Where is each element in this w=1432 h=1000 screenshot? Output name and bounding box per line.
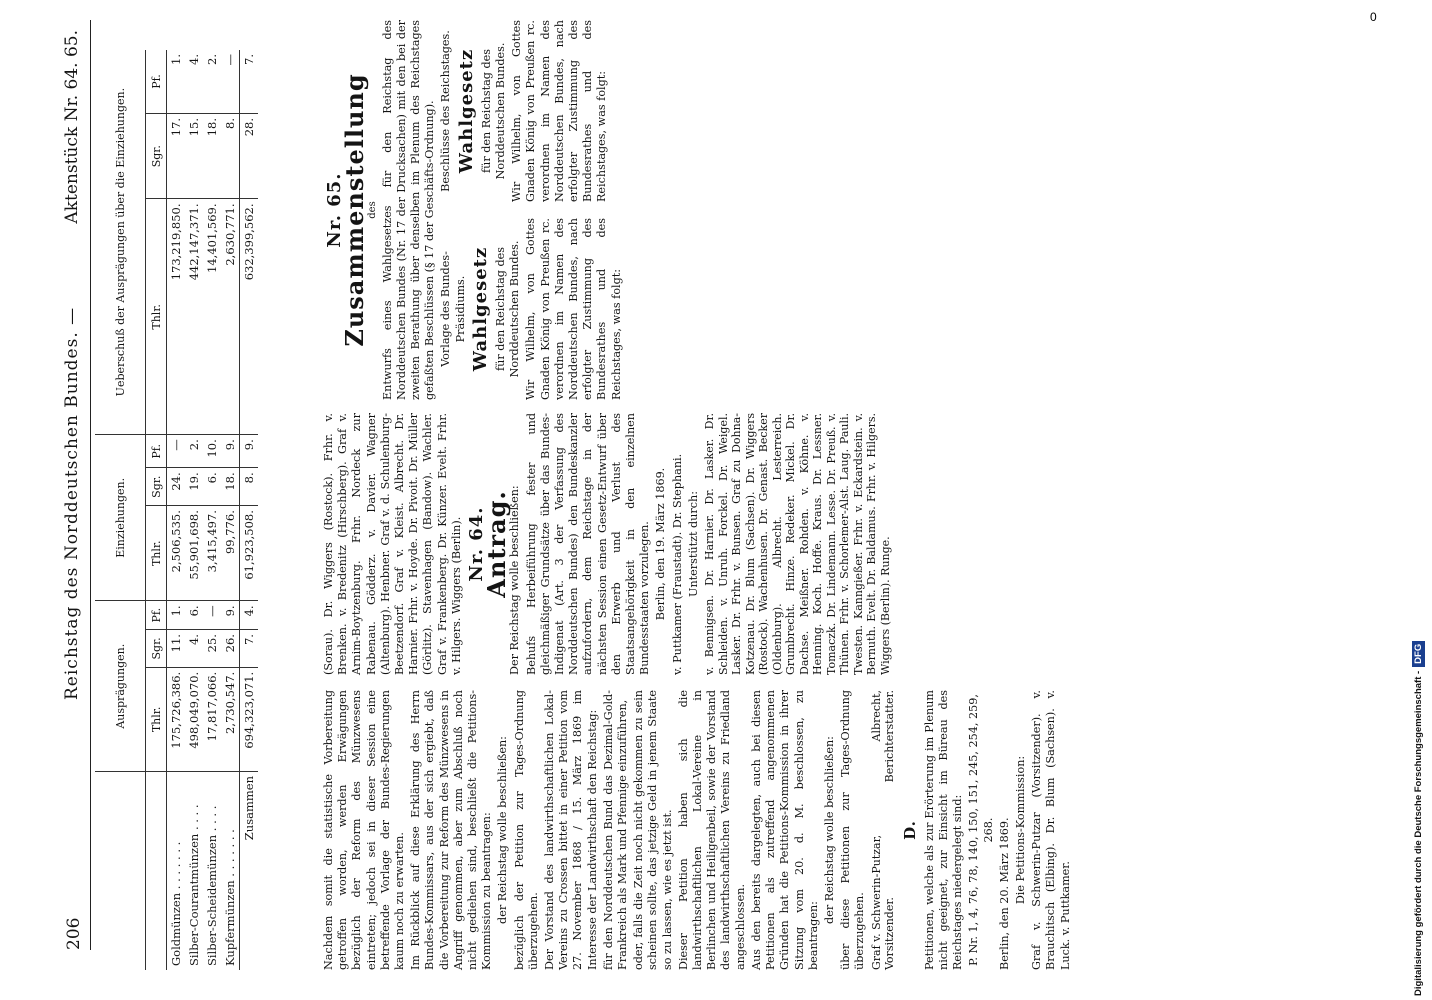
- cell: 14,401,569.: [203, 199, 221, 435]
- document-title: Zusammenstellung: [340, 73, 370, 347]
- paragraph: Dieser Petition haben sich die landwirthschaftlichen Lokal-Vereine in Berlinchen und Heiligenbeil, sowie der Vorstand des landwirthschaftlichen Vereins zu Friedland angeschlossen.: [676, 690, 747, 970]
- cell: 24.: [167, 468, 186, 506]
- header-aktenstueck: Aktenstück Nr. 64. 65.: [62, 30, 82, 224]
- cell: 2,630,771.: [221, 199, 240, 435]
- group-header-auspraegungen: Ausprägungen.: [95, 601, 146, 772]
- paragraph: für den Reichstag des Norddeutschen Bundes.: [479, 42, 508, 180]
- running-header: [60, 20, 91, 950]
- signature-left: [870, 835, 897, 970]
- cell: 4.: [185, 50, 203, 113]
- corner-mark: 0: [1370, 10, 1377, 24]
- paragraph: Berlin, den 19. März 1869.: [654, 467, 668, 621]
- sum-label: Zusammen: [240, 772, 259, 971]
- table-row: [221, 50, 240, 970]
- law-title: Wahlgesetz: [469, 246, 491, 372]
- column-petitions: [322, 690, 1075, 970]
- table-row: [203, 50, 221, 970]
- subheader: Thlr.: [146, 667, 167, 771]
- cell: 2,506,535.: [167, 506, 186, 601]
- paragraph: Behufs Herbeiführung fester und gleichmäßiger Grundsätze über das Bundes-Indigenat (Art. 3 der Verfassung des Norddeutschen Bundes) den Bundeskanzler aufzufordern, dem Reichstage in der nächsten Session einen Gesetz-Entwurf über den Erwerb und Verlust des Staatsangehörigkeit in den einzelnen Bundesstaaten vorzulegen.: [524, 413, 652, 675]
- paragraph: v. Bennigsen. Dr. Harnier. Dr. Lasker. Dr. Schleiden. v. Unruh. Forckel. Dr. Weigel. Lasker. Dr. Frhr. v. Bunsen. Graf zu Dohna-Kotzenau. Dr. Blum (Sachsen). Dr. Wiggers (Rostock). Wachenhusen. Dr. Genast. Becker (Oldenburg). Albrecht. Lesterreich. Grumbrecht. Hinze. Redeker. Mickel. Dr. Dachse. Meißner. Rohden. v. Köhne. v. Henning. Koch. Hoffe. Kraus. Dr. Lessner. Tomaczk. Dr. Lindemann. Lesse. Dr. Preuß. v. Thünen. Frhr. v. Schorlemer-Alst. Laug. Pauli. Twesten. Kanngießer. Frhr. v. Eckardstein. v. Bernuth. Evelt. Dr. Baldamus. Frhr. v. Hilgers. Wiggers (Berlin). Runge.: [703, 413, 892, 675]
- cell: 694,323,071.: [240, 667, 259, 771]
- paragraph: Die Petitions-Kommission:: [1013, 755, 1027, 905]
- cell: 175,726,386.: [167, 667, 186, 771]
- right-version: [439, 20, 625, 202]
- paragraph: Der Reichstag wolle beschließen:: [508, 485, 522, 675]
- subheader: Sgr.: [146, 630, 167, 668]
- column-antrag: [322, 413, 894, 675]
- dfg-logo: DFG: [1412, 641, 1425, 667]
- cell: 1.: [167, 50, 186, 113]
- cell: 9.: [221, 601, 240, 630]
- column-heading: Beschlüsse des Reichstages.: [439, 30, 453, 192]
- cell: 18.: [203, 113, 221, 198]
- cell: 15.: [185, 113, 203, 198]
- cell: 632,399,562.: [240, 199, 259, 435]
- cell: 2.: [203, 50, 221, 113]
- column-heading: Vorlage des Bundes-Präsidiums.: [439, 251, 467, 367]
- paragraph: Aus den bereits dargelegten, auch bei diesen Petitionen als zutreffend angenommenen Gründen hat die Petitions-Kommission in ihrer Sitzung vom 20. d. M. beschlossen, zu beantragen:: [749, 690, 820, 970]
- section-letter: D.: [900, 820, 919, 840]
- cell: 17.: [167, 113, 186, 198]
- signer-name: Albrecht,: [869, 690, 883, 742]
- group-header-ueberschuss: Ueberschuß der Ausprägungen über die Einziehungen.: [95, 50, 146, 435]
- cell: 25.: [203, 630, 221, 668]
- cell: 2,730,547.: [221, 667, 240, 771]
- paragraph: für den Reichstag des Norddeutschen Bundes.: [494, 240, 522, 378]
- subheader: Thlr.: [146, 199, 167, 435]
- subheader: Thlr.: [146, 506, 167, 601]
- signer-name: Graf v. Schwerin-Putzar,: [869, 834, 883, 970]
- paragraph: oder, falls die Zeit noch nicht gekommen zu sein scheinen sollte, das jetzige Geld in jenem Staate so zu lassen, wie es jetzt ist.: [632, 690, 674, 970]
- page-number: 206: [64, 917, 84, 950]
- coinage-table: [95, 50, 258, 970]
- subheader: Sgr.: [146, 468, 167, 506]
- paragraph: Graf v. Schwerin-Putzar (Vorsitzender). v. Brauchitsch (Elbing). Dr. Blum (Sachsen). v. Luck. v. Puttkamer.: [1030, 690, 1072, 970]
- paragraph: der Reichstag wolle beschließen:: [496, 736, 510, 924]
- cell: 9.: [221, 435, 240, 468]
- cell: 26.: [221, 630, 240, 668]
- table-row: [167, 50, 186, 970]
- dfg-side-strip: [1408, 6, 1430, 996]
- subheader: Pf.: [146, 601, 167, 630]
- law-title: Wahlgesetz: [455, 48, 477, 174]
- subheader: Pf.: [146, 435, 167, 468]
- paragraph: für den Norddeutschen Bund das Dezimal-Gold-Frankreich als Mark und Pfennige einzuführen,: [601, 690, 630, 970]
- cell: 4.: [240, 601, 259, 630]
- date-bottom: 15. März 1869: [571, 715, 585, 815]
- left-version: [439, 218, 625, 400]
- cell: 19.: [185, 468, 203, 506]
- paragraph: P. Nr. 1, 4, 76, 78, 140, 150, 151, 245, 254, 259, 268.: [967, 694, 995, 966]
- cell: 8.: [221, 113, 240, 198]
- subheader: Sgr.: [146, 113, 167, 198]
- paragraph: Berlin, den 20. März 1869.: [997, 817, 1011, 970]
- paragraph: bezüglich der Petition zur Tages-Ordnung überzugehen.: [512, 690, 540, 970]
- cell: —: [203, 601, 221, 630]
- paragraph: Wir Wilhelm, von Gottes Gnaden König von Preußen rc. verordnen im Namen des Norddeutschen Bundes, nach erfolgter Zustimmung des Bundesrathes und des Reichstages, was folgt:: [524, 218, 623, 400]
- document-title: Antrag.: [482, 490, 512, 598]
- cell: 11.: [167, 630, 186, 668]
- cell: 173,219,850.: [167, 199, 186, 435]
- cell: 498,049,070.: [185, 667, 203, 771]
- cell: 8.: [240, 468, 259, 506]
- signer-role: Vorsitzender.: [883, 897, 897, 970]
- document-number: Nr. 64.: [466, 506, 488, 582]
- cell: 4.: [185, 630, 203, 668]
- cell: 18.: [221, 468, 240, 506]
- row-label: Silber-Scheidemünzen . . . .: [205, 805, 219, 966]
- paragraph: Petitionen, welche als zur Erörterung im Plenum nicht geeignet, zur Einsicht im Büreau des Reichstages niedergelegt sind:: [922, 690, 965, 970]
- cell: 99,776.: [221, 506, 240, 601]
- paragraph: Nachdem somit die statistische Vorbereitung getroffen worden, werden Erwägungen bezüglich der Reform des Münzwesens eintreten; jedoch sei in dieser Session eine betreffende Vorlage der Bundes-Regierungen kaum noch zu erwarten.: [322, 690, 407, 970]
- cell: 28.: [240, 113, 259, 198]
- cell: 3,415,497.: [203, 506, 221, 601]
- table-sum-row: [240, 50, 259, 970]
- table-row: [185, 50, 203, 970]
- cell: 1.: [167, 601, 186, 630]
- text: Der Vorstand des landwirthschaftlichen Lokal-Vereins zu Crossen bittet in einer Petition vom: [543, 690, 571, 970]
- cell: —: [221, 50, 240, 113]
- text: im Interesse der Landwirthschaft den Reichstag:: [571, 690, 599, 970]
- header-title: Reichstag des Norddeutschen Bundes. —: [62, 306, 82, 700]
- row-label: Silber-Courantmünzen . . . .: [187, 804, 201, 966]
- paragraph: Wir Wilhelm, von Gottes Gnaden König von Preußen rc. verordnen im Namen des Norddeutschen Bundes, nach erfolgter Zustimmung des Bundesrathes und des Reichstages, was folgt:: [510, 20, 609, 202]
- paragraph: (Sorau). Dr. Wiggers (Rostock). Frhr. v. Brenken. v. Bredenitz (Hirschberg). Graf v. Arnim-Boytzenburg. Frhr. Nordeck zur Rabenau. Gödderz. v. Davier. Wagner (Altenburg). Henbner. Graf v. d. Schulenburg-Beetzendorf. Graf v. Kleist. Albrecht. Dr. Harnier. Frhr. v. Hoyde. Dr. Pivoit. Dr. Müller (Görlitz). Stavenhagen (Bandow). Wachler. Graf v. Frankenberg. Dr. Künzer. Evelt. Frhr. v. Hilgers. Wiggers (Berlin).: [322, 413, 463, 675]
- signer-role: Berichterstatter.: [883, 690, 897, 783]
- cell: 6.: [203, 468, 221, 506]
- date-top: 27. November 1868: [571, 841, 585, 970]
- row-label: Kupfermünzen . . . . . . .: [223, 829, 237, 966]
- column-zusammenstellung: [322, 20, 626, 400]
- dfg-side-text: [1408, 6, 1430, 996]
- cell: 61,923,508.: [240, 506, 259, 601]
- cell: 9.: [240, 435, 259, 468]
- text: des: [367, 201, 379, 219]
- paragraph: v. Puttkamer (Fraustadt). Dr. Stephani.: [670, 453, 684, 675]
- paragraph: der Reichstag wolle beschließen:: [822, 736, 836, 924]
- row-label: Goldmünzen . . . . . . .: [169, 841, 183, 966]
- subheader: Pf.: [146, 50, 167, 113]
- cell: 2.: [185, 435, 203, 468]
- paragraph: [543, 690, 600, 970]
- paragraph: Unterstützt durch:: [686, 491, 700, 597]
- funding-note: Digitalisierung gefördert durch die Deutsche Forschungsgemeinschaft -: [1413, 670, 1424, 996]
- cell: 10.: [203, 435, 221, 468]
- paragraph: Im Rückblick auf diese Erklärung des Herrn Bundes-Kommissars, aus der sich ergiebt, daß die Vorbereitung zur Reform des Münzwesens in Angriff genommen, aber zum Abschluß noch nicht gediehen sind, beschließt die Petitions-Kommission zu beantragen:: [409, 690, 494, 970]
- group-header-einziehungen: Einziehungen.: [95, 435, 146, 601]
- cell: 6.: [185, 601, 203, 630]
- comparison-columns: [439, 20, 625, 400]
- paragraph: über diese Petitionen zur Tages-Ordnung überzugehen.: [839, 690, 867, 970]
- cell: 442,147,371.: [185, 199, 203, 435]
- cell: 7.: [240, 50, 259, 113]
- signatures: [870, 690, 897, 970]
- cell: 55,901,698.: [185, 506, 203, 601]
- date-range: 27. November 1868 / 15. März 1869: [571, 715, 585, 970]
- cell: —: [167, 435, 186, 468]
- document-number: Nr. 65.: [324, 172, 345, 248]
- cell: 17,817,066.: [203, 667, 221, 771]
- cell: 7.: [240, 630, 259, 668]
- paragraph: Entwurfs eines Wahlgesetzes für den Reichstag des Norddeutschen Bundes (Nr. 17 der Drucksachen) mit den bei der zweiten Berathung über denselben im Plenum des Reichstages gefaßten Beschlüssen (§ 17 der Geschäfts-Ordnung).: [380, 20, 437, 400]
- signature-right: [870, 690, 897, 782]
